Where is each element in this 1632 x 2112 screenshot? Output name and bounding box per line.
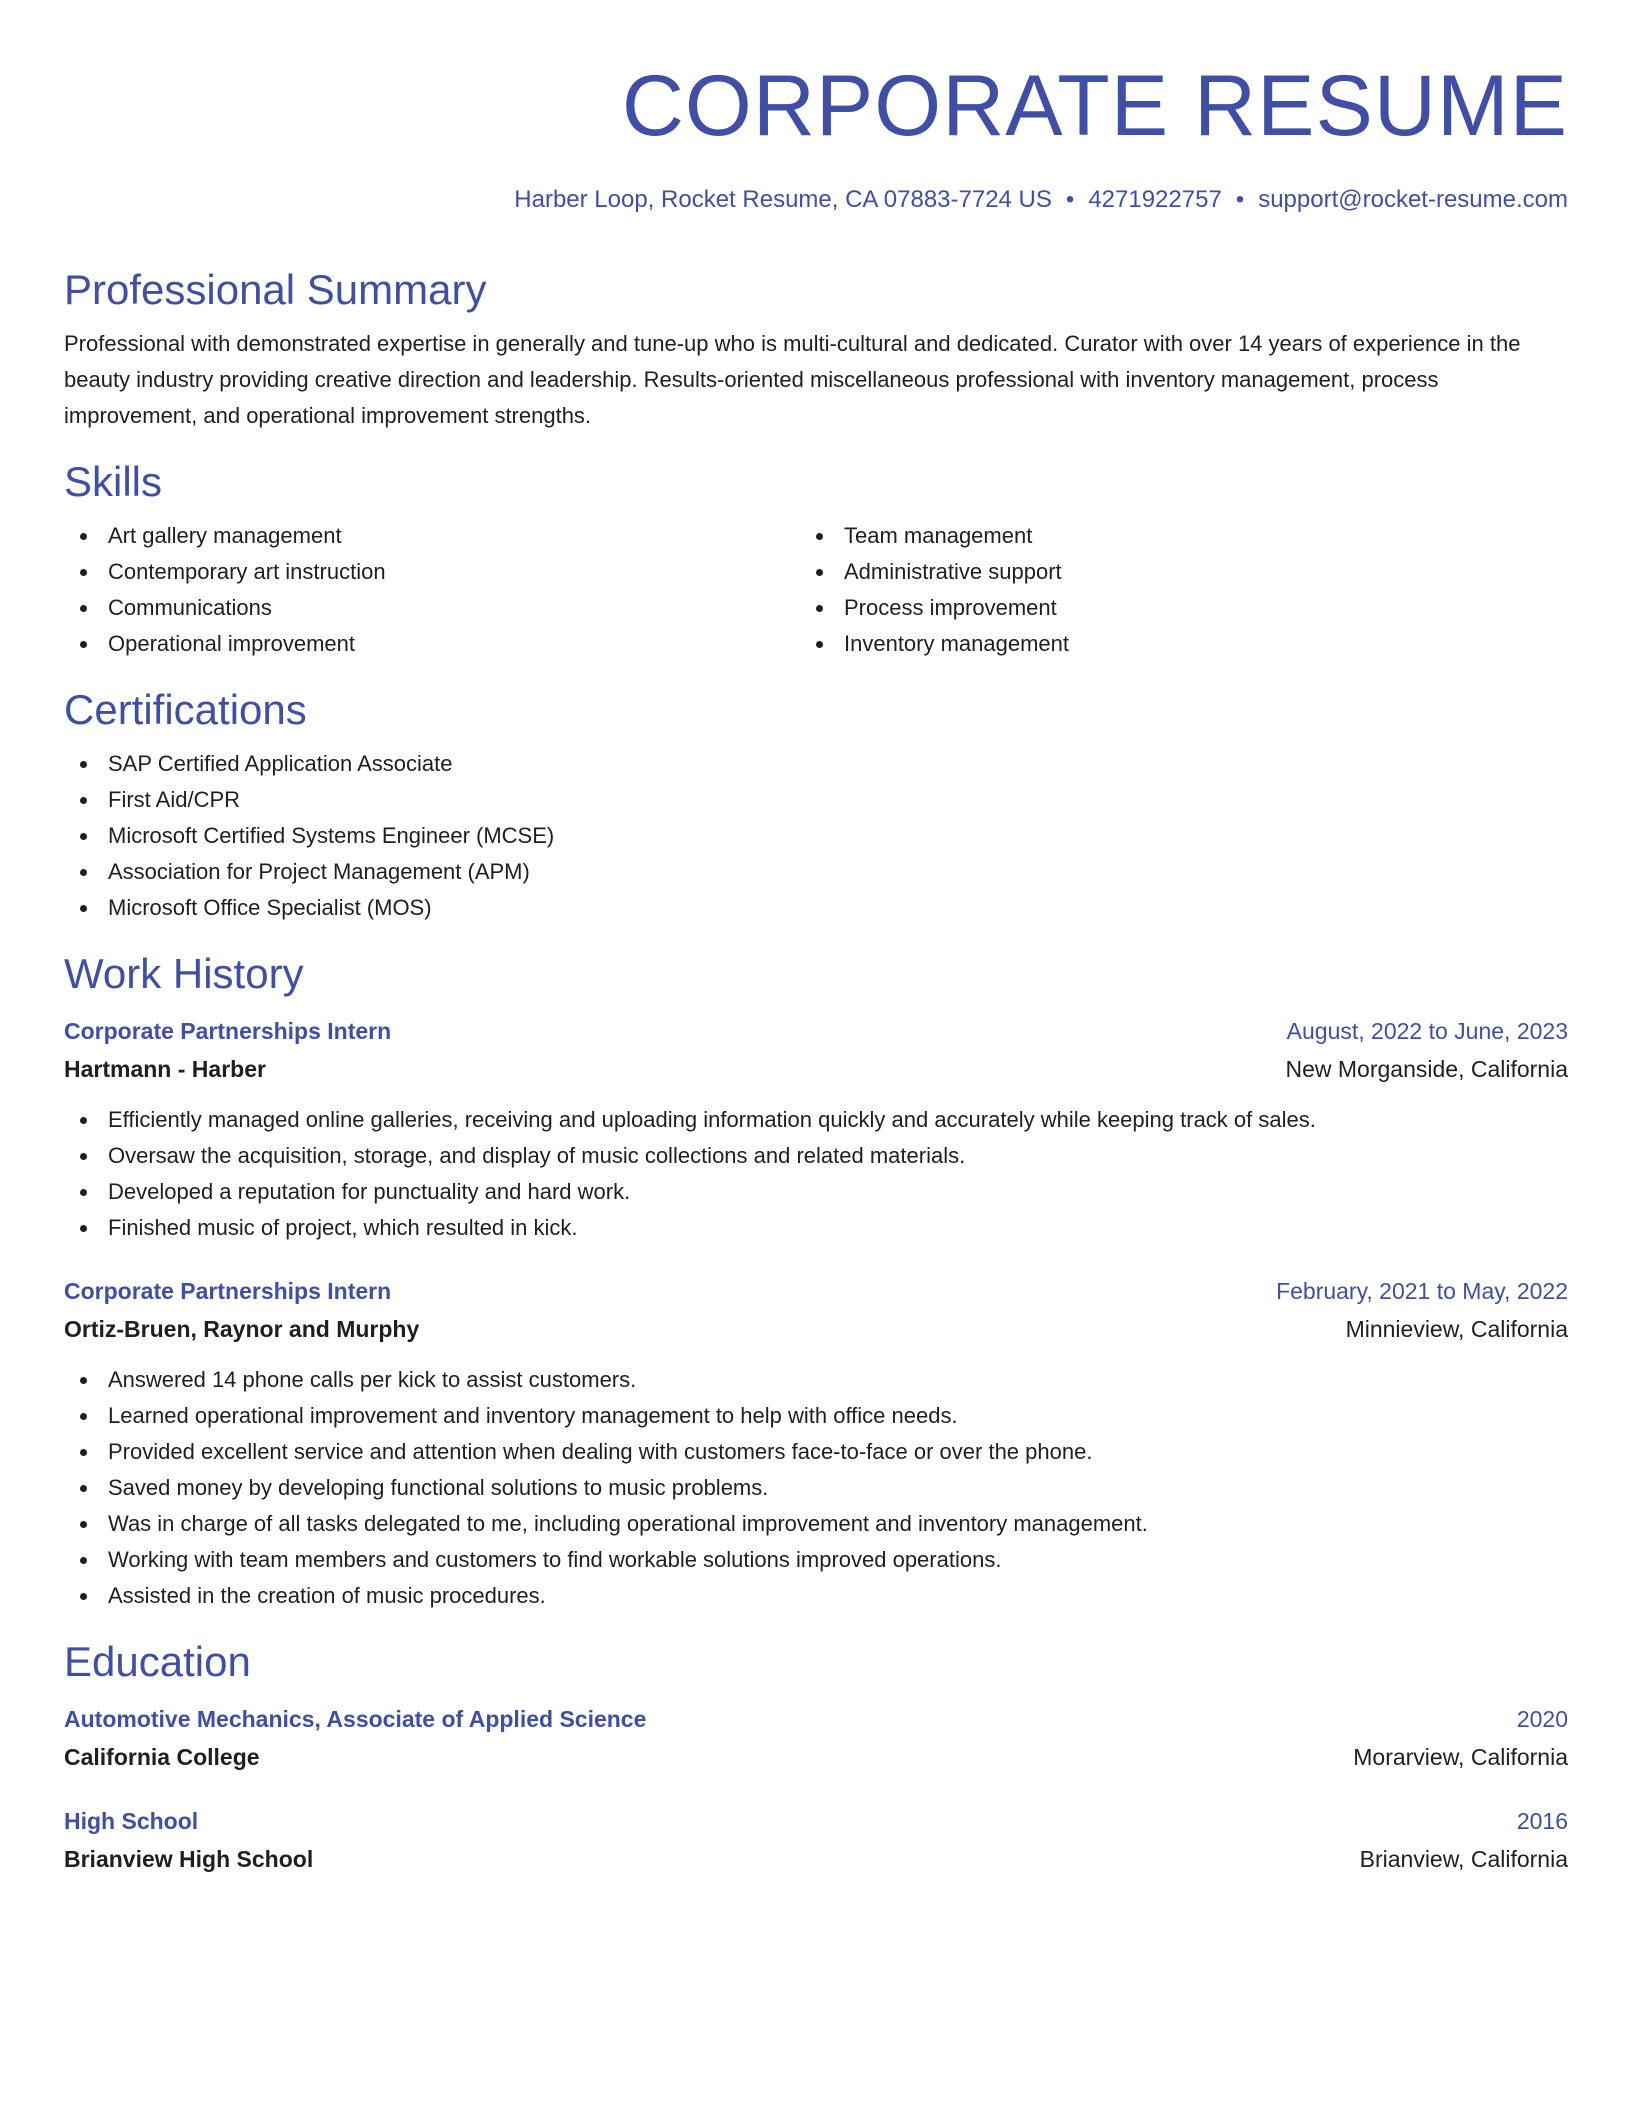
job-bullet: Assisted in the creation of music procedures. <box>64 1578 1568 1614</box>
skill-item: Administrative support <box>800 554 1536 590</box>
skill-item: Communications <box>64 590 800 626</box>
contact-email: support@rocket-resume.com <box>1258 186 1568 213</box>
education-entry <box>64 1802 1568 1878</box>
company-name: Ortiz-Bruen, Raynor and Murphy <box>64 1316 420 1342</box>
contact-phone: 4271922757 <box>1088 186 1222 213</box>
job-dates: August, 2022 to June, 2023 <box>1286 1018 1568 1044</box>
job-dates: February, 2021 to May, 2022 <box>1276 1278 1568 1304</box>
summary-text: Professional with demonstrated expertise in generally and tune-up who is multi-cultural and dedicated. Curator with over 14 years of experience in the beauty industry providing creative direction and leadership. Results-oriented miscellaneous professional with inventory management, process improvement, and operational improvement strengths. <box>64 331 1521 428</box>
education-year: 2020 <box>1516 1706 1568 1732</box>
job-bullet: Was in charge of all tasks delegated to me, including operational improvement and inventory management. <box>64 1506 1568 1542</box>
job-title: Corporate Partnerships Intern <box>64 1018 392 1044</box>
separator-dot: • <box>1065 186 1075 213</box>
school-location: Morarview, California <box>1353 1744 1568 1770</box>
resume-title: CORPORATE RESUME <box>621 58 1568 154</box>
skill-item: Art gallery management <box>64 518 800 554</box>
degree-title: High School <box>64 1808 199 1834</box>
job-bullet: Working with team members and customers to find workable solutions improved operations. <box>64 1542 1568 1578</box>
certification-item: Association for Project Management (APM) <box>64 854 1568 890</box>
skill-item: Inventory management <box>800 626 1536 662</box>
job-location: Minnieview, California <box>1345 1316 1568 1342</box>
degree-title: Automotive Mechanics, Associate of Applied Science <box>64 1706 647 1732</box>
job-bullets <box>64 1362 1568 1614</box>
job-bullet: Finished music of project, which resulted in kick. <box>64 1210 1568 1246</box>
job-bullet: Developed a reputation for punctuality and hard work. <box>64 1174 1568 1210</box>
section-title-certifications: Certifications <box>64 686 307 733</box>
school-location: Brianview, California <box>1359 1846 1568 1872</box>
education-entry <box>64 1700 1568 1776</box>
school-name: California College <box>64 1744 260 1770</box>
education-year: 2016 <box>1516 1808 1568 1834</box>
section-title-education: Education <box>64 1638 251 1685</box>
job-bullet: Provided excellent service and attention when dealing with customers face-to-face or over the phone. <box>64 1434 1568 1470</box>
separator-dot: • <box>1235 186 1245 213</box>
job-title: Corporate Partnerships Intern <box>64 1278 392 1304</box>
job-bullet: Saved money by developing functional solutions to music problems. <box>64 1470 1568 1506</box>
certification-item: Microsoft Office Specialist (MOS) <box>64 890 1568 926</box>
company-name: Hartmann - Harber <box>64 1056 266 1082</box>
certification-item: First Aid/CPR <box>64 782 1568 818</box>
skill-item: Team management <box>800 518 1536 554</box>
job-bullet: Learned operational improvement and inventory management to help with office needs. <box>64 1398 1568 1434</box>
job-entry <box>64 1272 1568 1614</box>
section-title-work-history: Work History <box>64 950 304 997</box>
job-bullet: Oversaw the acquisition, storage, and display of music collections and related materials. <box>64 1138 1568 1174</box>
skills-grid <box>64 508 1568 662</box>
school-name: Brianview High School <box>64 1846 314 1872</box>
job-entry <box>64 1012 1568 1246</box>
job-bullets <box>64 1102 1568 1246</box>
skill-item: Process improvement <box>800 590 1536 626</box>
certification-item: Microsoft Certified Systems Engineer (MCSE) <box>64 818 1568 854</box>
job-bullet: Answered 14 phone calls per kick to assist customers. <box>64 1362 1568 1398</box>
job-bullet: Efficiently managed online galleries, receiving and uploading information quickly and accurately while keeping track of sales. <box>64 1102 1568 1138</box>
contact-address: Harber Loop, Rocket Resume, CA 07883-7724 US <box>514 186 1052 213</box>
skill-item: Contemporary art instruction <box>64 554 800 590</box>
skill-item: Operational improvement <box>64 626 800 662</box>
skills-list-left <box>64 518 800 662</box>
section-title-summary: Professional Summary <box>64 266 487 313</box>
skills-list-right <box>800 518 1536 662</box>
contact-line <box>64 184 1568 216</box>
job-location: New Morganside, California <box>1285 1056 1568 1082</box>
certification-item: SAP Certified Application Associate <box>64 746 1568 782</box>
section-title-skills: Skills <box>64 458 163 505</box>
certifications-list <box>64 746 1568 926</box>
